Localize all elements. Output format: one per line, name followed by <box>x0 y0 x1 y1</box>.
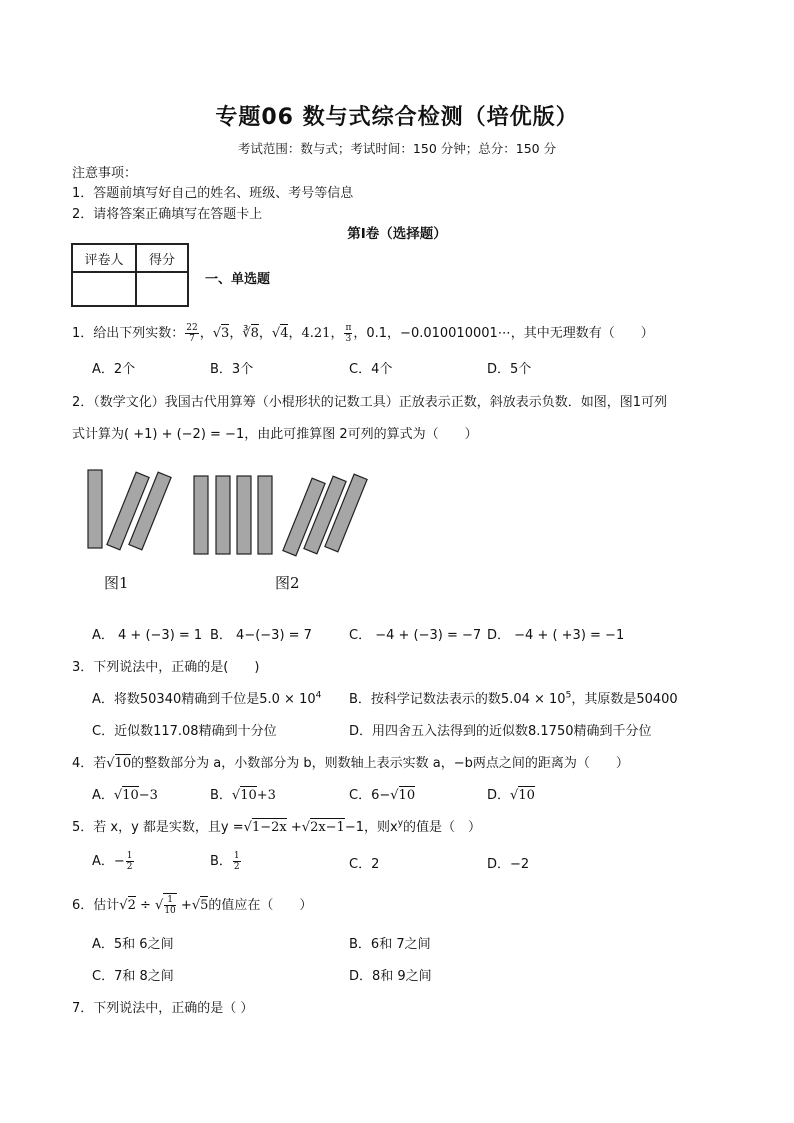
q6-pre: 6．估计 <box>72 898 120 913</box>
q4-pre: 4．若 <box>72 756 107 771</box>
q4-b-pre: B． <box>210 788 232 803</box>
fig2-rod-upright-2 <box>216 476 230 554</box>
q4-option-d: D．√10 <box>487 788 535 803</box>
notes-item-2: 2．请将答案正确填写在答题卡上 <box>72 207 263 222</box>
q1-pi-den: 3 <box>345 334 352 344</box>
q5-mid: + <box>286 820 302 835</box>
q6-divide: ÷ <box>135 898 156 913</box>
q4-post: 的整数部分为 a，小数部分为 b，则数轴上表示实数 a，−b两点之间的距离为（ ） <box>131 756 629 771</box>
q4-b-rad: 10 <box>240 788 257 803</box>
q6-stem: 6．估计√2 ÷ √ $\frac{1}{10}$ +√5的值应在（ ） <box>72 895 313 916</box>
q4-b-post: +3 <box>256 788 276 803</box>
score-table-col2: 得分 <box>136 244 188 272</box>
q4-radicand: 10 <box>114 756 132 771</box>
q5-option-b <box>210 850 242 872</box>
q5-a-fraction <box>126 851 134 872</box>
question-1: 1．给出下列实数： $\frac{22}{7}$ ，√3，∛8，√4，4.21， $\frac{\pi}{3}$ ，0.1，−0.010010001⋯，其中无理数有（ ） <box>72 323 654 344</box>
section-title: 第Ⅰ卷（选择题） <box>347 226 447 242</box>
q4-option-c: C．6−√10 <box>349 788 416 803</box>
q5-b-fraction <box>233 851 241 872</box>
q1-option-b: B．3个 <box>210 362 254 377</box>
q1-frac-den: 7 <box>189 334 195 344</box>
q1-root4: 4 <box>280 326 289 341</box>
q1-decimal: 4.21 <box>301 326 331 341</box>
q3-option-c: C．近似数117.08精确到十分位 <box>92 724 277 739</box>
q5-b-den: 2 <box>233 862 240 872</box>
counting-rods-figure <box>80 462 380 562</box>
q6-option-d: D．8和 9之间 <box>349 969 432 984</box>
q2-stem-line1: 2．（数学文化）我国古代用算筹（小棍形状的记数工具）正放表示正数，斜放表示负数．如图，图1可列 <box>72 395 668 410</box>
q2-option-b: B． 4−(−3) = 7 <box>210 628 312 643</box>
q4-d-rad: 10 <box>518 788 535 803</box>
q4-option-b: B．√10+3 <box>210 788 276 803</box>
q5-b-pre: B． <box>210 854 232 869</box>
q2-stem-line2: 式计算为( +1) + (−2) = −1，由此可推算图 2可列的算式为（ ） <box>72 427 478 442</box>
q6-radicand-1: 2 <box>127 898 136 913</box>
score-cell-reviewer <box>72 272 136 306</box>
q4-stem: 4．若√10的整数部分为 a，小数部分为 b，则数轴上表示实数 a，−b两点之间的距离为（ ） <box>72 756 629 771</box>
fig1-caption: 图1 <box>104 574 129 592</box>
q1-option-d: D．5个 <box>487 362 532 377</box>
q1-fraction <box>185 323 198 344</box>
q3-option-a <box>92 688 321 707</box>
q5-option-c: C．2 <box>349 857 380 872</box>
q1-pi-num: π <box>345 323 352 333</box>
q1-root8: 8 <box>250 326 259 341</box>
q5-a-den: 2 <box>126 862 133 872</box>
q5-pre: 5．若 x，y 都是实数，且y = <box>72 820 244 835</box>
q5-exponent: y <box>397 818 404 829</box>
q1-rest: ，0.1，−0.010010001⋯，其中无理数有（ ） <box>353 326 654 341</box>
page-title: 专题06 数与式综合检测（培优版） <box>215 105 579 130</box>
q4-a-rad: 10 <box>122 788 139 803</box>
q4-c-rad: 10 <box>398 788 416 803</box>
q6-plus: + <box>176 898 192 913</box>
q2-option-d: D． −4 + ( +3) = −1 <box>487 628 625 643</box>
q6-option-a: A．5和 6之间 <box>92 937 174 952</box>
score-table-col1: 评卷人 <box>72 244 136 272</box>
notes-item-1: 1．答题前填写好自己的姓名、班级、考号等信息 <box>72 186 354 201</box>
q1-option-c: C．4个 <box>349 362 393 377</box>
q4-d-pre: D． <box>487 788 511 803</box>
score-cell-score <box>136 272 188 306</box>
q6-tail: 的值应在（ ） <box>208 898 313 913</box>
q3-option-a-exp: 4 <box>315 690 322 701</box>
fig2-caption: 图2 <box>275 574 300 592</box>
fig2-rod-upright-4 <box>258 476 272 554</box>
q5-radicand-2: 2x−1 <box>310 820 345 835</box>
q3-option-b-tail: ，其原数是50400 <box>571 692 678 707</box>
q6-option-c: C．7和 8之间 <box>92 969 174 984</box>
q6-frac-den: 10 <box>164 906 176 916</box>
q5-radicand-1: 1−2x <box>251 820 287 835</box>
q5-a-pre: A．− <box>92 854 125 869</box>
q5-stem: 5．若 x，y 都是实数，且y =√1−2x +√2x−1−1，则$x^y$的值是（ ） <box>72 818 482 835</box>
q1-frac-num: 22 <box>186 323 198 333</box>
q1-option-a: A．2个 <box>92 362 136 377</box>
q5-tail: 的值是（ ） <box>403 820 482 835</box>
q3-option-d: D．用四舍五入法得到的近似数8.1750精确到千分位 <box>349 724 652 739</box>
exam-info: 考试范围：数与式；考试时间：150 分钟；总分：150 分 <box>237 141 557 156</box>
q3-stem: 3．下列说法中，正确的是( ) <box>72 660 260 675</box>
notes-heading: 注意事项： <box>72 166 138 181</box>
q4-a-post: −3 <box>138 788 158 803</box>
q1-prefix: 1．给出下列实数： <box>72 326 185 341</box>
q3-option-b-exp: 5 <box>565 690 572 701</box>
q5-option-d: D．−2 <box>487 857 530 872</box>
q3-option-a-text: A．将数50340精确到千位是5.0 × 10 <box>92 692 316 707</box>
q5-a-num: 1 <box>126 851 133 861</box>
q2-option-c: C． −4 + (−3) = −7 <box>349 628 482 643</box>
fig1-rod-upright <box>88 470 102 548</box>
q4-c-pre: C．6− <box>349 788 391 803</box>
q7-stem: 7．下列说法中，正确的是（ ） <box>72 1001 254 1016</box>
score-table <box>71 243 189 307</box>
q6-radicand-2: 5 <box>200 898 209 913</box>
q5-b-num: 1 <box>233 851 240 861</box>
fig2-rod-upright-3 <box>237 476 251 554</box>
q6-frac-num: 1 <box>164 895 175 906</box>
q6-option-b: B．6和 7之间 <box>349 937 431 952</box>
q6-fraction <box>164 895 175 916</box>
part-title: 一、单选题 <box>205 272 271 287</box>
q3-option-b <box>349 688 678 707</box>
q1-root3: 3 <box>221 326 230 341</box>
fig2-rod-upright-1 <box>194 476 208 554</box>
q4-option-a: A．√10−3 <box>92 788 158 803</box>
q4-a-pre: A． <box>92 788 114 803</box>
q1-pi-fraction <box>344 323 352 344</box>
q5-option-a <box>92 850 135 872</box>
q5-post: −1，则x <box>344 820 398 835</box>
q3-option-b-text: B．按科学记数法表示的数5.04 × 10 <box>349 692 566 707</box>
q2-option-a: A． 4 + (−3) = 1 <box>92 628 203 643</box>
